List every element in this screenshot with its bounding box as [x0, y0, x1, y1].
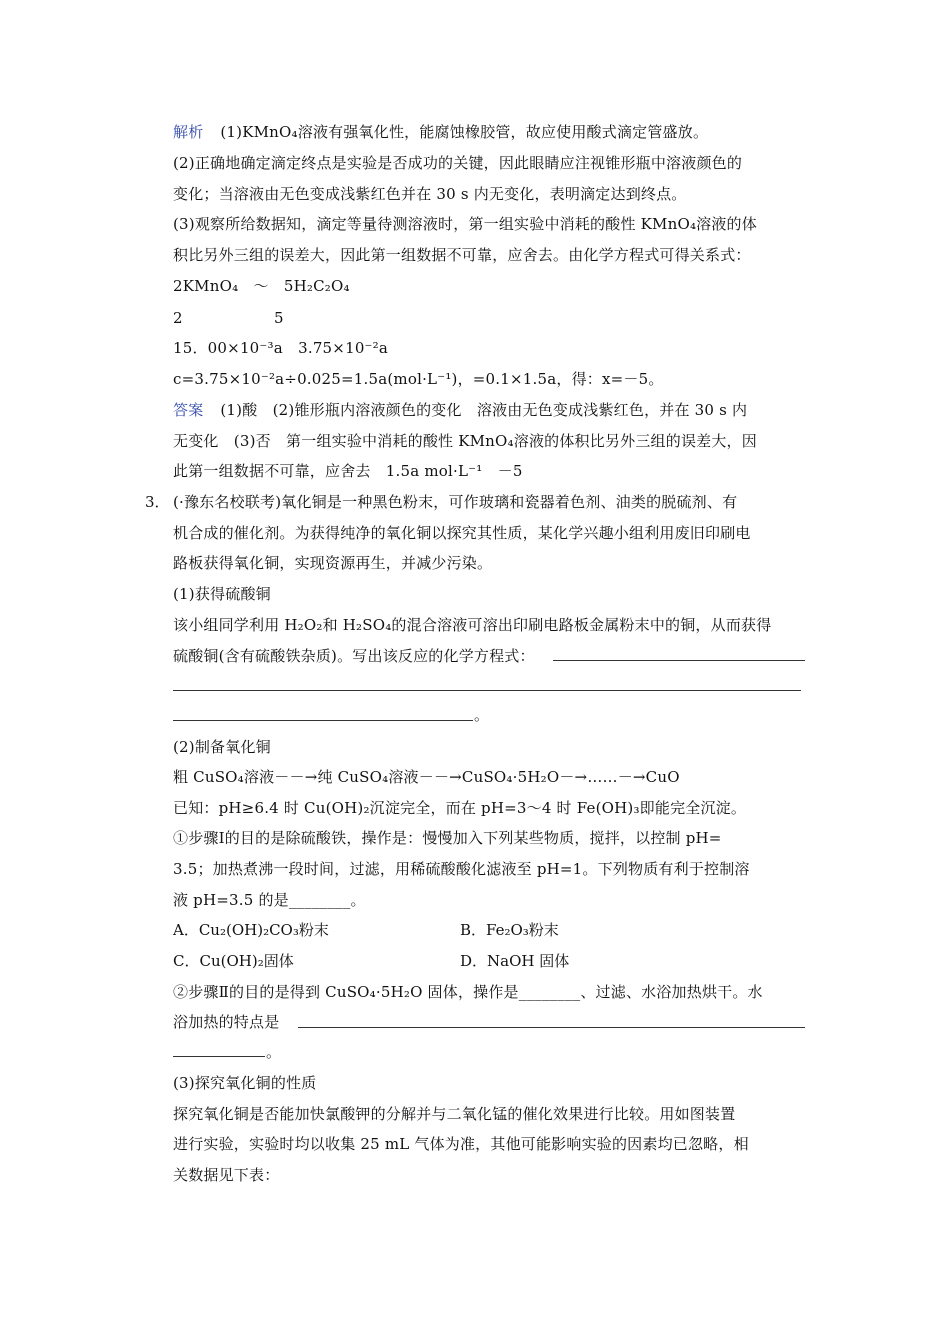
part1-line-1: 该小组同学利用 H₂O₂和 H₂SO₄的混合溶液可溶出印刷电路板金属粉末中的铜，从而获得 — [173, 616, 772, 634]
relation-formula: 2KMnO₄ ～ 5H₂C₂O₄ — [173, 277, 350, 295]
option-a: A．Cu₂(OH)₂CO₃粉末 — [173, 921, 329, 939]
answer-line-3: 此第一组数据不可靠，应舍去 1.5a mol·L⁻¹ －5 — [173, 462, 523, 480]
concentration-calc: c=3.75×10⁻²a÷0.025=1.5a(mol·L⁻¹)，=0.1×1.5a，得：x=－5。 — [173, 370, 664, 388]
option-c: C．Cu(OH)₂固体 — [173, 952, 294, 970]
part1-title: (1)获得硫酸铜 — [173, 585, 271, 603]
relation-amounts: 15．00×10⁻³a 3.75×10⁻²a — [173, 339, 389, 357]
part3-line-1: 探究氧化铜是否能加快氯酸钾的分解并与二氧化锰的催化效果进行比较。用如图装置 — [173, 1105, 736, 1123]
answer-line-2: 无变化 (3)否 第一组实验中消耗的酸性 KMnO₄溶液的体积比另外三组的误差大，因 — [173, 432, 757, 450]
analysis-line-4: (3)观察所给数据知，滴定等量待测溶液时，第一组实验中消耗的酸性 KMnO₄溶液的体 — [173, 215, 757, 233]
q3-line-2: 机合成的催化剂。为获得纯净的氧化铜以探究其性质，某化学兴趣小组利用废旧印刷电 — [173, 524, 751, 542]
part3-line-3: 关数据见下表： — [173, 1166, 280, 1184]
part1-end-period: 。 — [474, 706, 490, 724]
part2-known: 已知：pH≥6.4 时 Cu(OH)₂沉淀完全，而在 pH=3～4 时 Fe(OH)₃即能完全沉淀。 — [173, 799, 747, 817]
part2-flow: 粗 CuSO₄溶液－－→纯 CuSO₄溶液－－→CuSO₄·5H₂O－→……－→CuO — [173, 768, 680, 786]
step1-line-1: ①步骤Ⅰ的目的是除硫酸铁，操作是：慢慢加入下列某些物质，搅拌，以控制 pH= — [173, 829, 722, 847]
step1-line-3: 液 pH=3.5 的是________。 — [173, 891, 366, 909]
part2-title: (2)制备氧化铜 — [173, 738, 271, 756]
option-d: D．NaOH 固体 — [460, 952, 570, 970]
step2-end-period: 。 — [266, 1043, 282, 1061]
analysis-text: (1)KMnO₄溶液有强氧化性，能腐蚀橡胶管，故应使用酸式滴定管盛放。 — [220, 123, 709, 141]
analysis-line-2: (2)正确地确定滴定终点是实验是否成功的关键，因此眼睛应注视锥形瓶中溶液颜色的 — [173, 154, 743, 172]
part3-title: (3)探究氧化铜的性质 — [173, 1074, 317, 1092]
part1-line-2: 硫酸铜(含有硫酸铁杂质)。写出该反应的化学方程式： — [173, 647, 535, 665]
answer-blank-equation-3[interactable] — [173, 720, 473, 721]
answer-label: 答案 — [173, 401, 204, 419]
step2-line-1: ②步骤Ⅱ的目的是得到 CuSO₄·5H₂O 固体，操作是________、过滤、水浴加热烘干。水 — [173, 983, 763, 1001]
answer-line-1 — [173, 399, 813, 421]
q3-line-3: 路板获得氧化铜，实现资源再生，并减少污染。 — [173, 554, 493, 572]
step1-line-2: 3.5；加热煮沸一段时间，过滤，用稀硫酸酸化滤液至 pH=1。下列物质有利于控制溶 — [173, 860, 750, 878]
answer-blank-water-bath-1[interactable] — [298, 1027, 805, 1028]
analysis-label: 解析 — [173, 123, 204, 141]
answer-blank-equation-1[interactable] — [553, 660, 805, 661]
step2-line-2: 浴加热的特点是 — [173, 1013, 280, 1031]
analysis-line-3: 变化；当溶液由无色变成浅紫红色并在 30 s 内无变化，表明滴定达到终点。 — [173, 185, 687, 203]
answer-blank-water-bath-2[interactable] — [173, 1056, 265, 1057]
analysis-line-5: 积比另外三组的误差大，因此第一组数据不可靠，应舍去。由化学方程式可得关系式： — [173, 246, 751, 264]
option-b: B．Fe₂O₃粉末 — [460, 921, 559, 939]
part3-line-2: 进行实验，实验时均以收集 25 mL 气体为准，其他可能影响实验的因素均已忽略，相 — [173, 1135, 749, 1153]
answer-text: (1)酸 (2)锥形瓶内溶液颜色的变化 溶液由无色变成浅紫红色，并在 30 s 内 — [220, 401, 748, 419]
question-number: 3． — [145, 493, 170, 511]
answer-blank-equation-2[interactable] — [173, 690, 801, 691]
q3-line-1: (·豫东名校联考)氧化铜是一种黑色粉末，可作玻璃和瓷器着色剂、油类的脱硫剂、有 — [173, 493, 738, 511]
analysis-line-1 — [173, 121, 813, 143]
relation-ratio: 2 5 — [173, 309, 284, 327]
